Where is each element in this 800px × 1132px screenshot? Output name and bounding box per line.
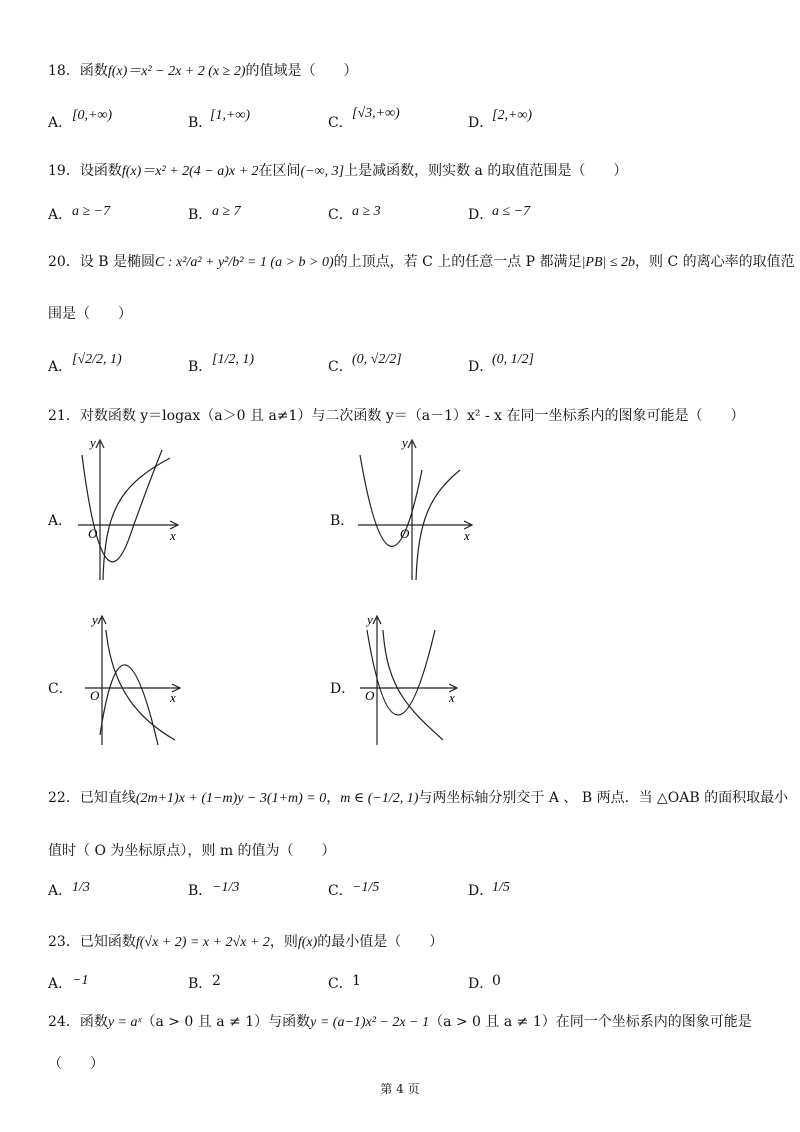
q21-graph-c (80, 610, 195, 750)
q21-stem: 21．对数函数 y＝logax（a＞0 且 a≠1）与二次函数 y＝（a－1）x² - x 在同一坐标系内的图象可能是（ ） (48, 408, 745, 424)
y-axis-label: y (92, 612, 98, 627)
q24-stem: 24．函数y = aˣ（a > 0 且 a ≠ 1）与函数y = (a−1)x² − 2x − 1（a > 0 且 a ≠ 1）在同一个坐标系内的图象可能是 (48, 1014, 752, 1030)
q21-label-d: D． (330, 681, 356, 697)
q18-stem: 18．函数f(x)＝x² − 2x + 2 (x ≥ 2)的值域是（ ） (48, 63, 358, 79)
y-axis-label: y (402, 435, 408, 450)
x-axis-label: x (449, 690, 455, 705)
x-axis-label: x (170, 690, 176, 705)
x-axis-label: x (464, 528, 470, 543)
log-curve (383, 630, 443, 740)
q21-label-b: B． (330, 513, 355, 529)
y-axis-label: y (367, 612, 373, 627)
q20-stem-line2: 围是（ ） (48, 306, 132, 322)
parabola-curve (100, 665, 158, 745)
q21-graph-b (350, 430, 480, 585)
q23-stem: 23．已知函数f(√x + 2) = x + 2√x + 2，则f(x)的最小值是（ ） (48, 934, 444, 950)
x-axis-label: x (170, 528, 176, 543)
y-axis-label: y (90, 435, 96, 450)
origin-label: O (365, 688, 375, 703)
q19-stem: 19．设函数f(x)＝x² + 2(4 − a)x + 2在区间(−∞, 3]上是减函数，则实数 a 的取值范围是（ ） (48, 163, 628, 179)
page-number: 第 4 页 (380, 1082, 420, 1096)
q21-label-a: A． (48, 513, 73, 529)
q21-label-c: C． (48, 681, 73, 697)
q24-stem-line2: （ ） (48, 1056, 104, 1072)
origin-label: O (88, 526, 98, 541)
parabola-curve (360, 455, 422, 546)
q20-stem: 20．设 B 是椭圆C : x²/a² + y²/b² = 1 (a > b > 0)的上顶点，若 C 上的任意一点 P 都满足|PB| ≤ 2b，则 C 的离心率的取值范 (48, 254, 795, 270)
parabola-curve (82, 450, 162, 562)
origin-label: O (90, 688, 100, 703)
q21-graph-d (355, 610, 465, 750)
origin-label: O (400, 526, 410, 541)
q22-stem: 22．已知直线(2m+1)x + (1−m)y − 3(1+m) = 0，m ∈ (−1/2, 1)与两坐标轴分别交于 A 、 B 两点．当 △OAB 的面积取最小 (48, 790, 789, 806)
q22-stem-line2: 值时（ O 为坐标原点），则 m 的值为（ ） (48, 843, 336, 859)
q21-graph-a (70, 430, 190, 585)
